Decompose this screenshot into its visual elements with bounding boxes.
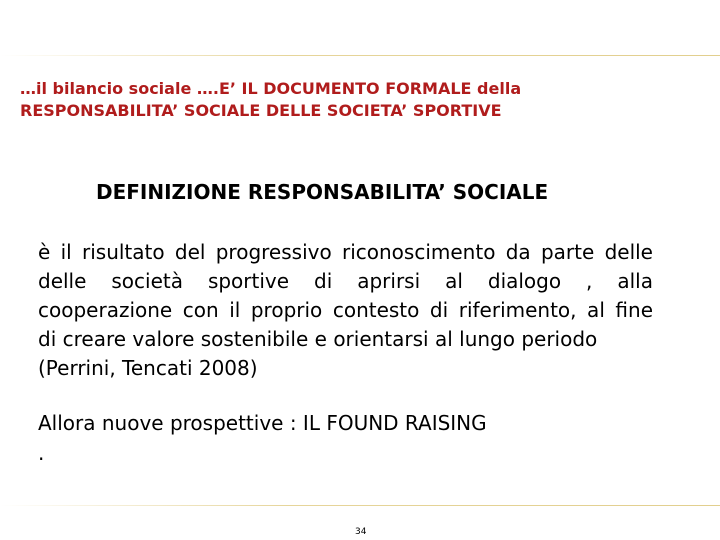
slide-header	[20, 78, 700, 122]
definition-body	[38, 238, 653, 383]
header-line-2: RESPONSABILITA’ SOCIALE DELLE SOCIETA’ SPORTIVE	[20, 101, 502, 120]
definition-line-4: di creare valore sostenibile e orientarsi al lungo periodo	[38, 327, 598, 351]
definition-title: DEFINIZIONE RESPONSABILITA’ SOCIALE	[96, 180, 549, 204]
definition-line-2: delle società sportive di aprirsi al dialogo , alla	[38, 269, 653, 293]
definition-line-3: cooperazione con il proprio contesto di riferimento, al fine	[38, 298, 653, 322]
page-number: 34	[355, 527, 367, 537]
followup-line-1: Allora nuove prospettive : IL FOUND RAISING	[38, 411, 487, 435]
definition-line-1: è il risultato del progressivo riconoscimento da parte delle	[38, 240, 653, 264]
followup-line-2: .	[38, 441, 45, 465]
header-line-1: …il bilancio sociale ….E’ IL DOCUMENTO FORMALE della	[20, 79, 522, 98]
top-divider	[0, 55, 720, 56]
followup-text	[38, 408, 487, 468]
bottom-divider	[0, 505, 720, 506]
definition-citation: (Perrini, Tencati 2008)	[38, 356, 258, 380]
